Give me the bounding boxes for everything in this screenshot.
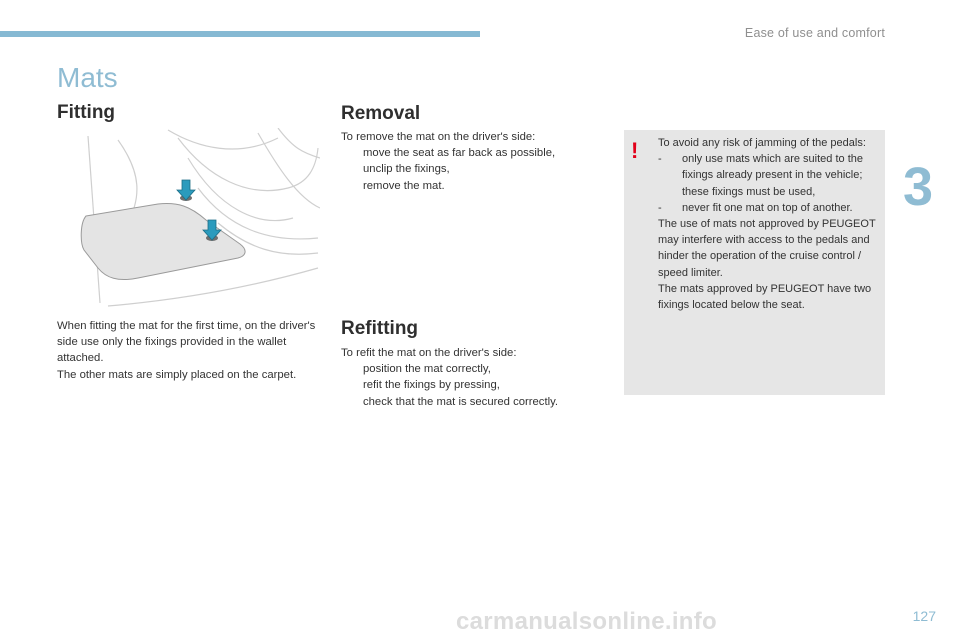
mat-fixing-illustration: [78, 128, 320, 308]
warning-intro: To avoid any risk of jamming of the pedals:: [658, 137, 866, 149]
removal-step: move the seat as far back as possible,: [341, 145, 591, 161]
warning-paragraph: The use of mats not approved by PEUGEOT may interfere with access to the pedals and hinder the operation of the cruise control / speed limiter.: [658, 218, 876, 279]
removal-heading: Removal: [341, 103, 421, 124]
chapter-number: 3: [903, 157, 934, 217]
bullet-icon: [341, 161, 363, 177]
warning-item: - only use mats which are suited to the fixings already present in the vehicle; these fixings must be used,: [658, 153, 863, 198]
bullet-icon: [341, 361, 363, 377]
fitting-text: [57, 318, 327, 383]
refitting-step: position the mat correctly,: [341, 361, 591, 377]
warning-item: - never fit one mat on top of another.: [658, 201, 853, 214]
bullet-icon: [341, 145, 363, 161]
removal-step: remove the mat.: [341, 178, 591, 194]
warning-paragraph: The mats approved by PEUGEOT have two fixings located below the seat.: [658, 282, 872, 312]
watermark: carmanualsonline.info: [456, 608, 718, 635]
fitting-paragraph: When fitting the mat for the first time, on the driver's side use only the fixings provided in the wallet attached.: [57, 320, 316, 365]
fitting-paragraph: The other mats are simply placed on the carpet.: [57, 368, 297, 381]
page-number: 127: [912, 608, 936, 624]
bullet-icon: [341, 377, 363, 393]
removal-intro: To remove the mat on the driver's side:: [341, 131, 536, 143]
fitting-heading: Fitting: [57, 102, 116, 123]
bullet-icon: [341, 394, 363, 410]
refitting-intro: To refit the mat on the driver's side:: [341, 347, 517, 359]
exclamation-icon: !: [631, 138, 639, 163]
refitting-heading: Refitting: [341, 318, 419, 339]
section-title: Ease of use and comfort: [744, 26, 885, 40]
refitting-step: refit the fixings by pressing,: [341, 377, 591, 393]
refitting-text: [341, 345, 591, 410]
removal-text: [341, 129, 591, 194]
page-title: Mats: [57, 62, 118, 93]
removal-step: unclip the fixings,: [341, 161, 591, 177]
header-accent-bar: [0, 31, 480, 37]
refitting-step: check that the mat is secured correctly.: [341, 394, 591, 410]
floor-mat: [81, 204, 245, 280]
warning-text: [658, 135, 880, 313]
bullet-icon: [341, 178, 363, 194]
